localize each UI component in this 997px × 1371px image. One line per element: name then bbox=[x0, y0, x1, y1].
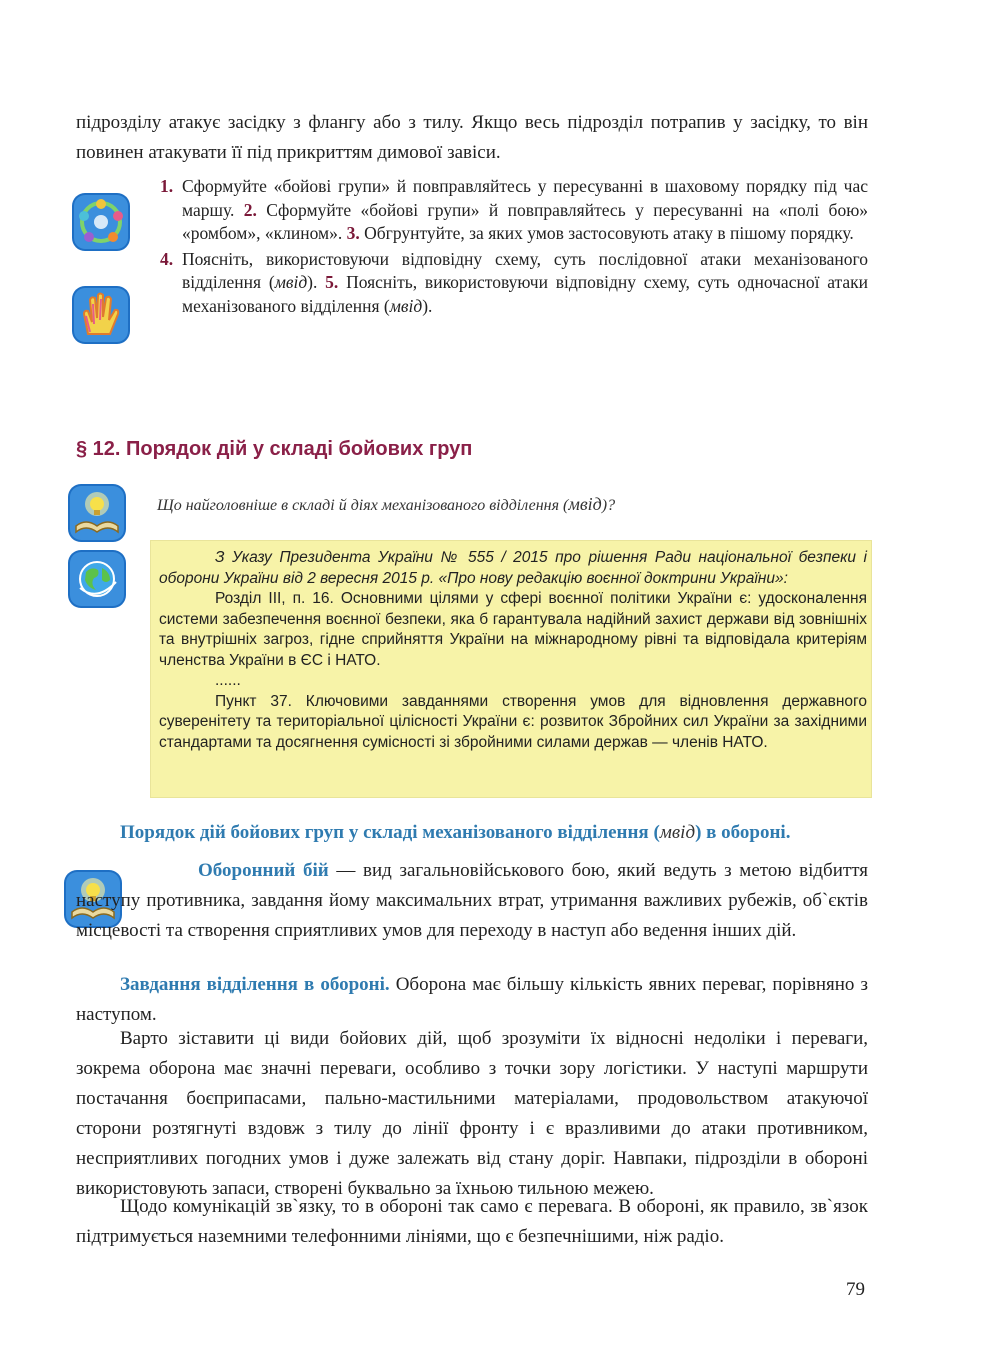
communication-paragraph: Щодо комунікацій зв`язку, то в обороні так само є перевага. В обороні, як правило, зв`язок підтримується наземними телефонними лініями, що є безпечнішими, ніж радіо. bbox=[76, 1196, 868, 1247]
term: Оборонний бій bbox=[198, 860, 329, 881]
task-text: Сформуйте «бойові групи» й повправляйтесь у пересуванні в шаховому порядку під час маршу. bbox=[182, 176, 868, 220]
sub-heading bbox=[120, 822, 790, 844]
task-paragraph-text: Оборона має більшу кількість явних переваг, порівняно з наступом. bbox=[76, 974, 868, 1025]
group-activity-icon bbox=[70, 191, 132, 253]
quote-title: З Указу Президента України № 555 / 2015 про рішення Ради національної безпеки і оборони України від 2 вересня 2015 р. «Про нову редакцію воєнної доктрини України»: bbox=[159, 549, 867, 587]
task-text: ). bbox=[422, 295, 433, 316]
key-question bbox=[157, 494, 615, 515]
task-text: ). bbox=[307, 272, 318, 292]
comparison-paragraph: Варто зіставити ці види бойових дій, щоб зрозуміти їх відносні недоліки і переваги, зокрема оборона має значні переваги, особливо з точки зору логістики. У наступі маршрути постачання боєприпасами, пально-мастильними матеріалами, продовольством атакуючої сторони розтягнуті вздовж з тилу до лінії фронту і є вразливими до атаки противником, несприятливих погодних умов і дуже залежать від стану доріг. Навпаки, підрозділи в обороні використовують запаси, створені буквально за їхньою тильною межею. bbox=[76, 1028, 868, 1199]
page-number: 79 bbox=[846, 1279, 865, 1300]
task-text: Поясніть, використовуючи відповідну схему, суть одночасної атаки механізованого відділення ( bbox=[182, 272, 869, 316]
abbreviation: мвід bbox=[389, 295, 423, 316]
quote-paragraph: Пункт 37. Ключовими завданнями створення умов для відновлення державного суверенітету та територіальної цілісності України є: розвиток Збройних сил України за західними стандартами та досягнення сумісності зі збройними силами держав — членів НАТО. bbox=[159, 692, 867, 751]
task-number: 2. bbox=[243, 199, 257, 220]
definition-paragraph bbox=[76, 856, 868, 946]
hand-icon bbox=[70, 284, 132, 346]
task-text: Сформуйте «бойові групи» й повправляйтесь у пересуванні на «полі бою» «ромбом», «клином». bbox=[182, 199, 869, 243]
task-text: Обгрунтуйте, за яких умов застосовують атаку в пішому порядку. bbox=[364, 223, 854, 243]
task-block-1 bbox=[160, 175, 868, 246]
quote-ellipsis: ...... bbox=[215, 672, 241, 689]
definition-text: — вид загальновійськового бою, який ведуть з метою відбиття наступу противника, завдання йому максимальних втрат, утримання важливих рубежів, об`єктів місцевості та створення сприятливих умов для переходу в наступ або ведення інших дій. bbox=[76, 860, 868, 941]
lamp-book-icon bbox=[66, 482, 128, 544]
task-number: 5. bbox=[325, 272, 339, 292]
task-number: 3. bbox=[346, 223, 360, 243]
decree-quote-box bbox=[150, 540, 872, 798]
sub-heading-text: Порядок дій бойових груп у складі механізованого відділення ( bbox=[120, 822, 660, 843]
task-text: Поясніть, використовуючи відповідну схему, суть послідовної атаки механізованого відділення ( bbox=[182, 248, 868, 292]
globe-icon bbox=[66, 548, 128, 610]
task-number: 4. bbox=[160, 248, 174, 269]
task-number: 1. bbox=[160, 176, 174, 196]
sub-heading-tail: ) в обороні. bbox=[695, 822, 791, 843]
section-heading: § 12. Порядок дій у складі бойових груп bbox=[76, 438, 473, 460]
abbreviation: мвід bbox=[568, 494, 602, 514]
term: Завдання відділення в обороні. bbox=[120, 974, 390, 995]
quote-paragraph: Розділ III, п. 16. Основними цілями у сфері воєнної політики України є: удосконалення системи забезпечення воєнної безпеки, яка б гарантувала надійний захист держави від зовнішніх та внутрішніх загроз, гідне сприйняття України на міжнародному рівні та відповідала критеріям членства України в ЄС і НАТО. bbox=[159, 590, 867, 669]
tasks-list bbox=[160, 175, 868, 318]
task-paragraph bbox=[76, 970, 868, 1030]
abbreviation: мвід bbox=[274, 272, 308, 292]
task-block-2 bbox=[160, 248, 868, 319]
question-text: Що найголовніше в складі й діях механізованого відділення ( bbox=[157, 497, 569, 514]
question-end: )? bbox=[601, 497, 616, 514]
abbreviation: мвід bbox=[659, 822, 696, 843]
intro-paragraph: підрозділу атакує засідку з флангу або з тилу. Якщо весь підрозділ потрапив у засідку, то він повинен атакувати її під прикриттям димової завіси. bbox=[76, 112, 868, 163]
